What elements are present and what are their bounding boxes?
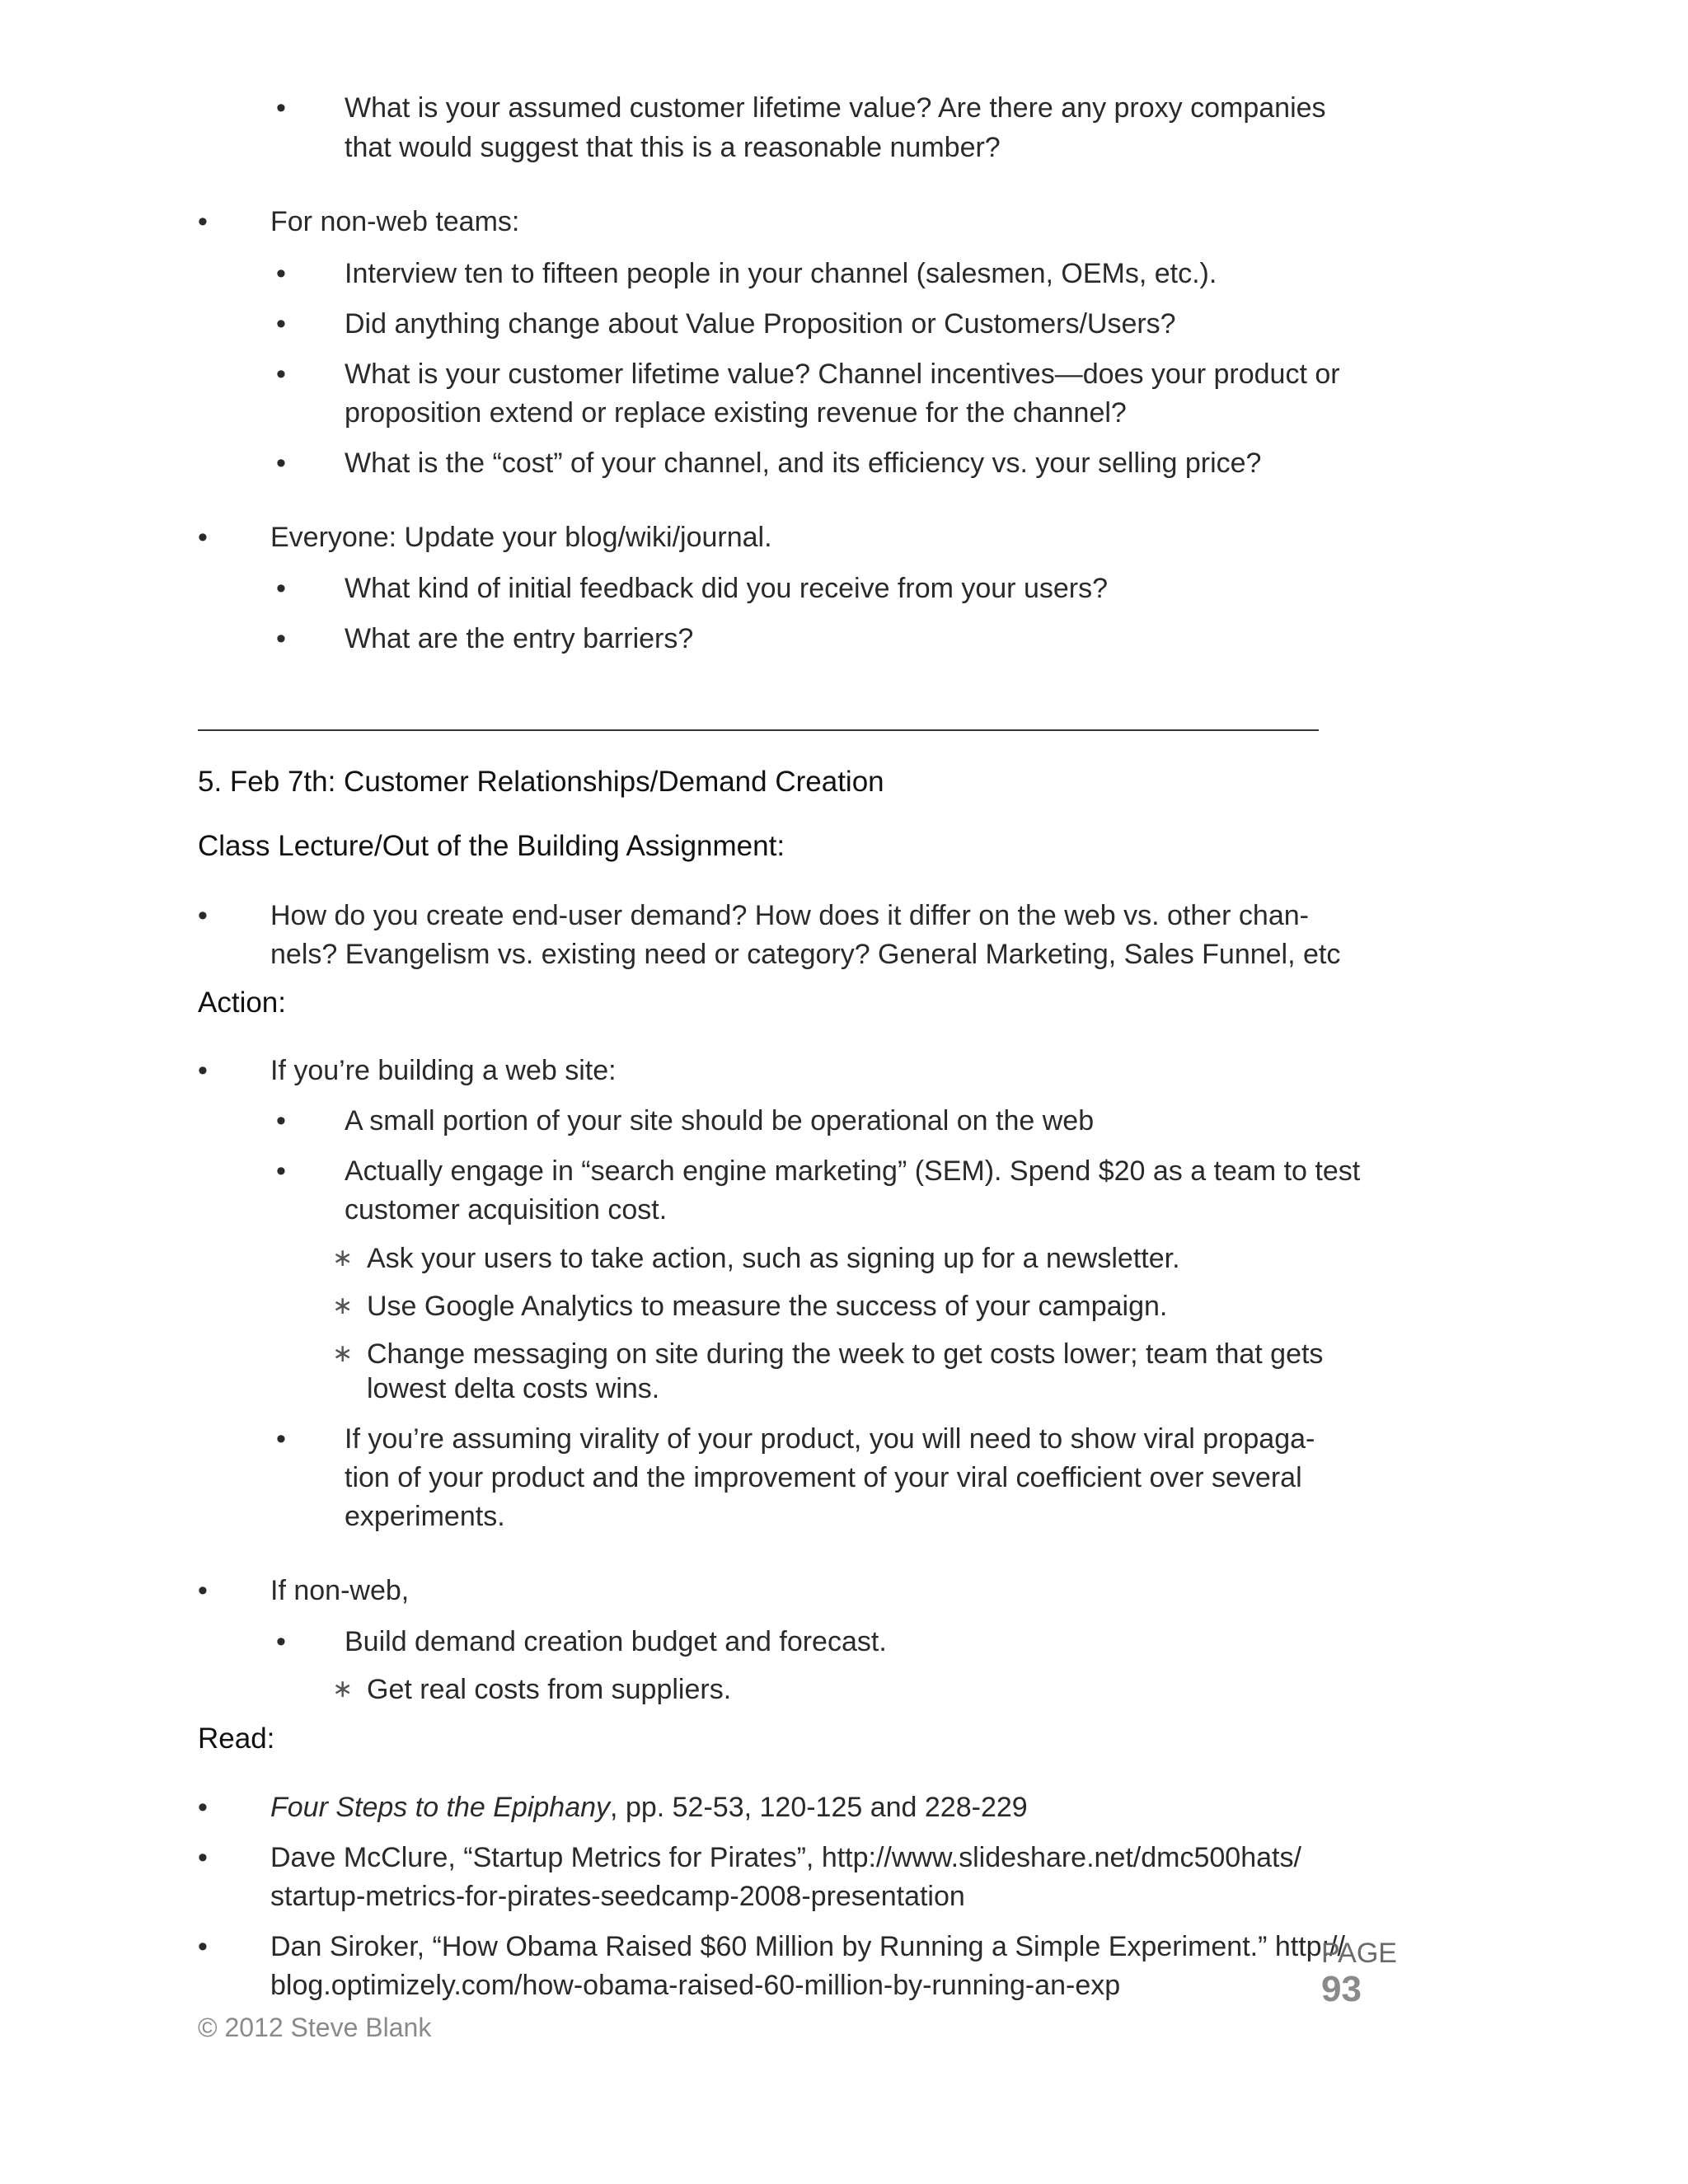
web-item-virality-line-1: If you’re assuming virality of your product, you will need to show viral propaga- <box>345 1423 1315 1455</box>
lecture-item-line-1: How do you create end-user demand? How does it differ on the web vs. other chan- <box>270 900 1309 931</box>
lifetime-value-question-line-1: What is your assumed customer lifetime value? Are there any proxy companies <box>345 92 1326 124</box>
copyright: © 2012 Steve Blank <box>198 2013 432 2042</box>
everyone-item-barriers: What are the entry barriers? <box>345 623 694 654</box>
lecture-heading: Class Lecture/Out of the Building Assignment: <box>198 830 785 862</box>
section-divider <box>198 729 1319 731</box>
bullet-glyph: • <box>198 206 208 237</box>
bullet-glyph: • <box>198 900 208 931</box>
web-item-virality-line-2: tion of your product and the improvement of your viral coefficient over several <box>345 1462 1302 1493</box>
bullet-glyph: • <box>198 1055 208 1086</box>
sub-bullet-glyph: ∗ <box>332 1292 354 1319</box>
sem-subitem-analytics: Use Google Analytics to measure the success of your campaign. <box>367 1291 1168 1322</box>
page-number: 93 <box>1321 1969 1362 2009</box>
lecture-item-line-2: nels? Evangelism vs. existing need or category? General Marketing, Sales Funnel, etc <box>270 939 1341 970</box>
read-item-book <box>270 1788 1028 1827</box>
sub-bullet-glyph: ∗ <box>332 1340 354 1367</box>
bullet-glyph: • <box>198 1575 208 1606</box>
sem-subitem-newsletter: Ask your users to take action, such as signing up for a newsletter. <box>367 1243 1180 1274</box>
bullet-glyph: • <box>276 92 286 124</box>
read-item-mcclure-line-1: Dave McClure, “Startup Metrics for Pirates”, http://www.slideshare.net/dmc500hats/ <box>270 1842 1301 1873</box>
bullet-glyph: • <box>276 448 286 479</box>
sub-bullet-glyph: ∗ <box>332 1244 354 1272</box>
read-item-siroker-line-2: blog.optimizely.com/how-obama-raised-60-million-by-running-an-exp <box>270 1970 1121 2001</box>
bullet-glyph: • <box>198 1931 208 1962</box>
bullet-glyph: • <box>276 1155 286 1187</box>
non-web-teams-heading: For non-web teams: <box>270 206 520 237</box>
web-heading: If you’re building a web site: <box>270 1055 617 1086</box>
bullet-glyph: • <box>276 1423 286 1455</box>
non-web-subitem-costs: Get real costs from suppliers. <box>367 1674 732 1705</box>
non-web-item-budget: Build demand creation budget and forecast. <box>345 1626 887 1657</box>
bullet-glyph: • <box>198 1792 208 1823</box>
web-item-portion: A small portion of your site should be operational on the web <box>345 1105 1095 1137</box>
bullet-glyph: • <box>276 258 286 289</box>
bullet-glyph: • <box>276 1626 286 1657</box>
non-web-item-lifetime-line-1: What is your customer lifetime value? Channel incentives—does your product or <box>345 359 1340 390</box>
non-web-heading: If non-web, <box>270 1575 410 1606</box>
lifetime-value-question-line-2: that would suggest that this is a reasonable number? <box>345 132 1001 163</box>
bullet-glyph: • <box>276 359 286 390</box>
non-web-item-cost: What is the “cost” of your channel, and its efficiency vs. your selling price? <box>345 448 1262 479</box>
read-item-mcclure-line-2: startup-metrics-for-pirates-seedcamp-2008-presentation <box>270 1881 965 1912</box>
book-title: Four Steps to the Epiphany <box>270 1792 611 1823</box>
non-web-item-change: Did anything change about Value Proposition or Customers/Users? <box>345 308 1176 340</box>
read-heading: Read: <box>198 1722 275 1755</box>
section-title: 5. Feb 7th: Customer Relationships/Demand Creation <box>198 766 884 798</box>
non-web-item-lifetime-line-2: proposition extend or replace existing revenue for the channel? <box>345 397 1127 429</box>
bullet-glyph: • <box>276 308 286 340</box>
action-heading: Action: <box>198 987 286 1019</box>
web-item-sem-line-2: customer acquisition cost. <box>345 1194 668 1226</box>
sem-subitem-messaging-line-1: Change messaging on site during the week to get costs lower; team that gets <box>367 1338 1324 1370</box>
bullet-glyph: • <box>276 1105 286 1137</box>
non-web-item-interview: Interview ten to fifteen people in your channel (salesmen, OEMs, etc.). <box>345 258 1217 289</box>
bullet-glyph: • <box>276 623 286 654</box>
bullet-glyph: • <box>276 573 286 604</box>
everyone-item-feedback: What kind of initial feedback did you receive from your users? <box>345 573 1109 604</box>
book-pages: , pp. 52-53, 120-125 and 228-229 <box>610 1792 1028 1823</box>
web-item-sem-line-1: Actually engage in “search engine marketing” (SEM). Spend $20 as a team to test <box>345 1155 1361 1187</box>
sub-bullet-glyph: ∗ <box>332 1675 354 1703</box>
page-label: PAGE <box>1321 1938 1397 1969</box>
web-item-virality-line-3: experiments. <box>345 1501 505 1532</box>
sem-subitem-messaging-line-2: lowest delta costs wins. <box>367 1373 660 1404</box>
bullet-glyph: • <box>198 522 208 553</box>
bullet-glyph: • <box>198 1842 208 1873</box>
everyone-heading: Everyone: Update your blog/wiki/journal. <box>270 522 772 553</box>
read-item-siroker-line-1: Dan Siroker, “How Obama Raised $60 Million by Running a Simple Experiment.” http:// <box>270 1931 1345 1962</box>
